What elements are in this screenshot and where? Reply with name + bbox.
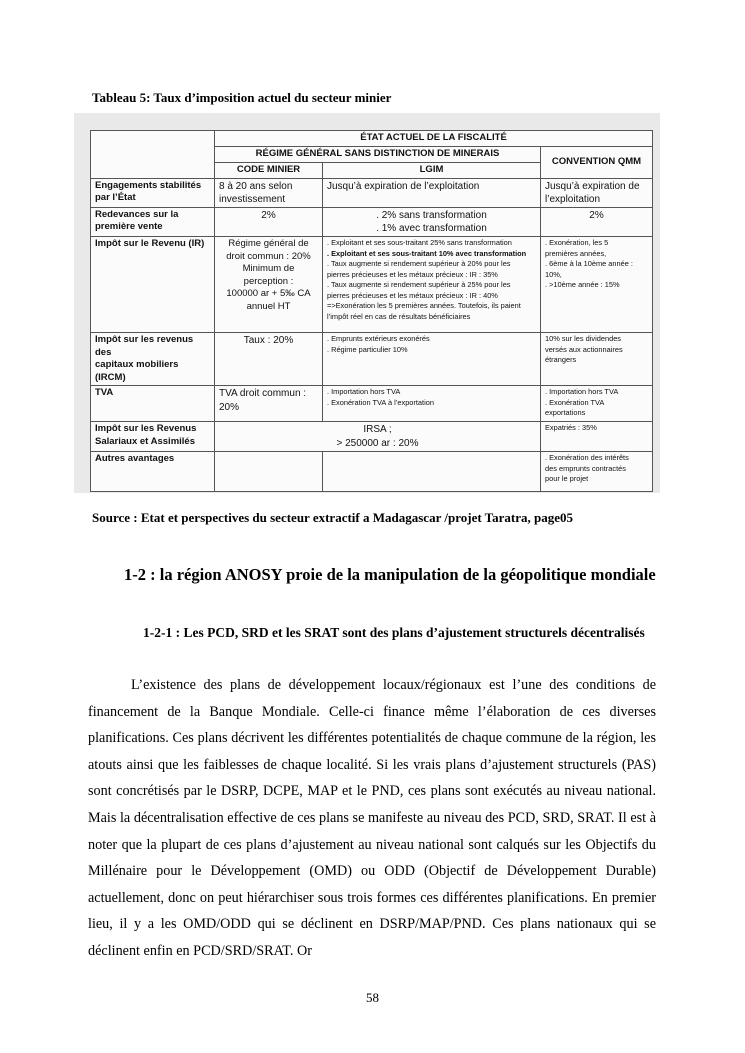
subsection-heading: 1-2-1 : Les PCD, SRD et les SRAT sont des plans d’ajustement structurels décentralisés (143, 625, 645, 640)
table-row (91, 207, 653, 236)
cell-qmm: . Exonération, les 5 premières années, . 6ème à la 10ème année : 10%, . >10ème année : 15% (541, 237, 653, 333)
cell-lgim: . Emprunts extérieurs exonérés . Régime particulier 10% (323, 333, 541, 386)
col-header-lgim: LGIM (323, 163, 541, 179)
cell-lgim: . 2% sans transformation . 1% avec transformation (323, 207, 541, 236)
cell-qmm: . Exonération des intérêts des emprunts contractés pour le projet (541, 452, 653, 492)
cell-code-minier: 2% (215, 207, 323, 236)
cell-code-minier: TVA droit commun : 20% (215, 386, 323, 422)
cell-code-minier: Taux : 20% (215, 333, 323, 386)
table-row (91, 333, 653, 386)
table-row (91, 386, 653, 422)
table-image (74, 113, 660, 493)
cell-qmm: Expatriés : 35% (541, 422, 653, 452)
section-heading: 1-2 : la région ANOSY proie de la manipulation de la géopolitique mondiale (124, 565, 656, 584)
regime-header: RÉGIME GÉNÉRAL SANS DISTINCTION DE MINERAIS (215, 147, 541, 163)
cell-lgim: Jusqu’à expiration de l’exploitation (323, 178, 541, 207)
table-caption: Tableau 5: Taux d’imposition actuel du secteur minier (92, 90, 392, 105)
cell-qmm: 10% sur les dividendes versés aux actionnaires étrangers (541, 333, 653, 386)
row-label: Impôt sur les Revenus Salariaux et Assimilés (91, 422, 215, 452)
cell-lgim: . Importation hors TVA . Exonération TVA à l’exportation (323, 386, 541, 422)
body-paragraph: L’existence des plans de développement locaux/régionaux est l’une des conditions de financement de la Banque Mondiale. Celle-ci finance même l’élaboration de ces diverses planifications. Ces plans décrivent les différentes potentialités de chaque commune de la région, les atouts ainsi que les faiblesses de chaque localité. Si les vrais plans d’ajustement structurels (PAS) sont concrétisés par le DSRP, DCPE, MAP et le PND, ces plans sont exécutés au niveau national. Mais la décentralisation effective de ces plans se manifeste au niveau des PCD, SRD, SRAT. Il est à noter que la plupart de ces plans d’ajustement au niveau national sont calqués sur les Objectifs du Millénaire pour le Développement (OMD) ou ODD (Objectif de Développement Durable) actuellement, donc on peut hiérarchiser sous trois formes ces différentes planifications. En premier lieu, il y a les OMD/ODD qui se déclinent en DSRP/MAP/PND. Ces plans nationaux qui se déclinent enfin en PCD/SRD/SRAT. Or (88, 677, 656, 959)
cell-code-minier: Régime général de droit commun : 20% Minimum de perception : 100000 ar + 5‰ CA annuel HT (215, 237, 323, 333)
super-header: ÉTAT ACTUEL DE LA FISCALITÉ (215, 131, 653, 147)
cell-qmm: . Importation hors TVA . Exonération TVA exportations (541, 386, 653, 422)
convention-header: CONVENTION QMM (541, 147, 653, 179)
cell-qmm: 2% (541, 207, 653, 236)
row-label: Autres avantages (91, 452, 215, 492)
cell-code-minier (215, 452, 323, 492)
table-row (91, 237, 653, 333)
cell-lgim: . Exploitant et ses sous-traitant 25% sans transformation . Exploitant et ses sous-traitant 10% avec transformation . Taux augmente si rendement supérieur à 20% pour les pierres précieuses et les métaux précieux : IR : 35% . Taux augmente si rendement supérieur à 25% pour les pierres précieuses et les métaux précieux : IR : 40% =>Exonération les 5 premières années. Toutefois, ils paient l’impôt réel en cas de résultats bénéficiaires (323, 237, 541, 333)
cell-code-minier: 8 à 20 ans selon investissement (215, 178, 323, 207)
table-row (91, 422, 653, 452)
col-header-code-minier: CODE MINIER (215, 163, 323, 179)
fiscal-table (90, 130, 653, 492)
row-label: TVA (91, 386, 215, 422)
table-corner-cell (91, 131, 215, 179)
table-row (91, 452, 653, 492)
row-label: Impôt sur les revenus des capitaux mobiliers (IRCM) (91, 333, 215, 386)
cell-lgim (323, 452, 541, 492)
table-row (91, 178, 653, 207)
page-number: 58 (366, 990, 379, 1005)
row-label: Impôt sur le Revenu (IR) (91, 237, 215, 333)
row-label: Engagements stabilités par l’État (91, 178, 215, 207)
cell-qmm: Jusqu’à expiration de l’exploitation (541, 178, 653, 207)
row-label: Redevances sur la première vente (91, 207, 215, 236)
table-source: Source : Etat et perspectives du secteur extractif a Madagascar /projet Taratra, page05 (92, 510, 574, 525)
cell-irsa-merged: IRSA ; > 250000 ar : 20% (215, 422, 541, 452)
